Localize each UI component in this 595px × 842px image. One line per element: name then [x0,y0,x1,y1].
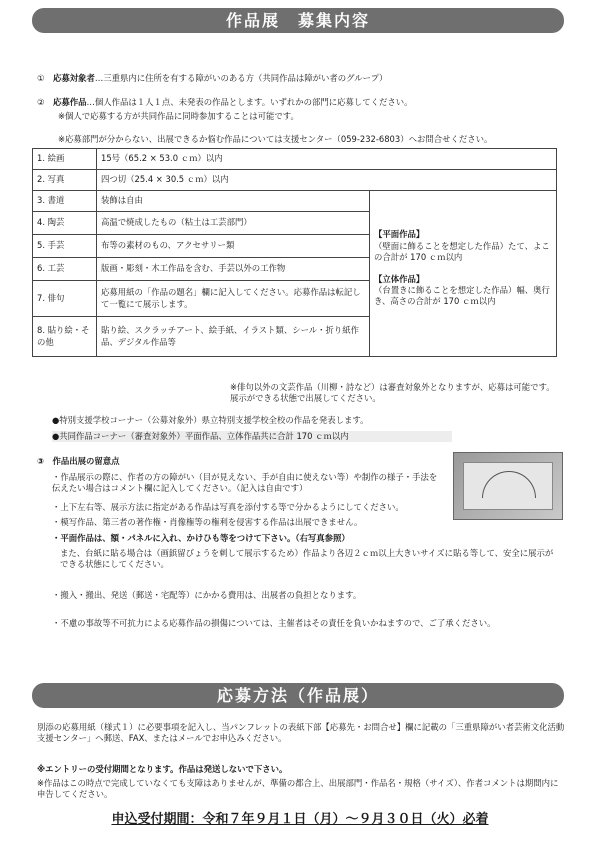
category-desc: 布等の素材のもの、アクセサリー類 [97,235,370,258]
section-banner-method [32,683,564,708]
deadline-line: 申込受付期間：令和７年９月１日（月）～９月３０日（火）必着 [111,812,489,827]
caution-item: ・不慮の事故等不可抗力による応募作品の損傷については、主催者はその責任を負いかねますので、ご了承ください。 [52,618,496,628]
method-note: ※エントリーの受付期間となります。作品は発送しないで下さい。 [37,764,288,774]
solid-title: 【立体作品】 [374,273,425,284]
item-text: …三重県内に住所を有する障がいのある方（共同作品は障がい者のグループ） [94,73,388,83]
category-desc: 応募用紙の「作品の題名」欄に記入してください。応募作品は転記して一覧にて展示します。 [97,281,370,317]
category-desc: 装飾は自由 [97,191,370,212]
caution-item: また、台紙に貼る場合は（画鋲留びょうを刺して展示するため）作品より各辺２ｃｍ以上大きいサイズに貼る等して、安全に展示ができる状態にしてください。 [60,548,554,570]
caution-item: ・上下左右等、展示方法に指定がある作品は写真を添付する等で分かるようにしてください。 [52,502,404,512]
category-desc: 四つ切（25.4 × 30.5 ｃｍ）以内 [97,170,557,191]
size-limits [370,191,557,357]
works-note: ※応募部門が分からない、出展できるか悩む作品については支援センター（059-232-6803）へお問合せください。 [58,134,493,144]
joint-works-corner: ●共同作品コーナー（審査対象外）平面作品、立体作品共に合計 170 ｃｍ以内 [52,431,452,442]
category-name: 2. 写真 [33,170,97,191]
category-desc: 版画・彫刻・木工作品を含む、手芸以外の工作物 [97,258,370,281]
caution-item: ・平面作品は、額・パネルに入れ、かけひも等をつけて下さい。（右写真参照） [52,533,350,543]
banner-title: 作品展 募集内容 [225,10,370,30]
works-note: ※個人で応募する方が共同作品に同時参加することは可能です。 [58,111,299,121]
flat-title: 【平面作品】 [374,229,425,240]
banner-title: 応募方法（作品展） [216,685,379,705]
solid-text: （台置きに飾ることを想定した作品）幅、奥行き、高さの合計が 170 ｃｍ以内 [374,284,550,307]
item-label: 応募作品 [53,97,87,107]
category-name: 7. 俳句 [33,281,97,317]
cautions-heading: ③ 作品出展の留意点 [37,456,120,466]
haiku-note: ※俳句以外の文芸作品（川柳・詩など）は審査対象外となりますが、応募は可能です。展示ができる状態で出展してください。 [230,382,555,404]
works-item [37,97,567,108]
category-desc: 高温で焼成したもの（粘土は工芸部門） [97,212,370,235]
caution-item: ・模写作品、第三者の著作権・肖像権等の権利を侵害する作品は出展できません。 [52,517,363,527]
caution-item: ・搬入・搬出、発送（郵送・宅配等）にかかる費用は、出展者の負担となります。 [52,590,362,600]
framed-artwork-photo [453,452,563,520]
flat-text: （壁面に飾ることを想定した作品）たて、よこの合計が 170 ｃｍ以内 [374,240,550,263]
category-name: 4. 陶芸 [33,212,97,235]
special-school-corner: ●特別支援学校コーナー（公募対象外）県立特別支援学校全校の作品を発表します。 [52,415,369,425]
item-label: 応募対象者 [53,73,95,83]
item-number: ① [37,73,45,83]
caution-item: ・作品展示の際に、作者の方の障がい（目が見えない、手が自由に使えない等）や制作の様子・手法を伝えたい場合はコメント欄に記入してください。（記入は自由です） [52,472,438,494]
category-name: 5. 手芸 [33,235,97,258]
section-banner-recruitment [32,8,564,33]
category-name: 3. 書道 [33,191,97,212]
method-note: ※作品はこの時点で完成していなくても支障はありませんが、準備の都合上、出展部門・作品名・規格（サイズ）、作者コメントは期間内に申告してください。 [37,778,559,800]
category-name: 6. 工芸 [33,258,97,281]
category-desc: 15号（65.2 × 53.0 ｃｍ）以内 [97,149,557,170]
item-text: …個人作品は１人１点、未発表の作品とします。いずれかの部門に応募してください。 [86,97,413,107]
category-name: 1. 絵画 [33,149,97,170]
eligibility-item [37,73,567,84]
category-table [32,148,557,357]
method-text: 別添の応募用紙（様式１）に必要事項を記入し、当パンフレットの表紙下部【応募先・お問合せ】欄に記載の「三重県障がい者芸術文化活動支援センター」へ郵送、FAX、またはメールでお申込みください。 [37,722,565,744]
item-number: ② [37,97,45,107]
category-desc: 貼り絵、スクラッチアート、絵手紙、イラスト類、シール・折り紙作品、デジタル作品等 [97,317,370,357]
category-name: 8. 貼り絵・その他 [33,317,97,357]
